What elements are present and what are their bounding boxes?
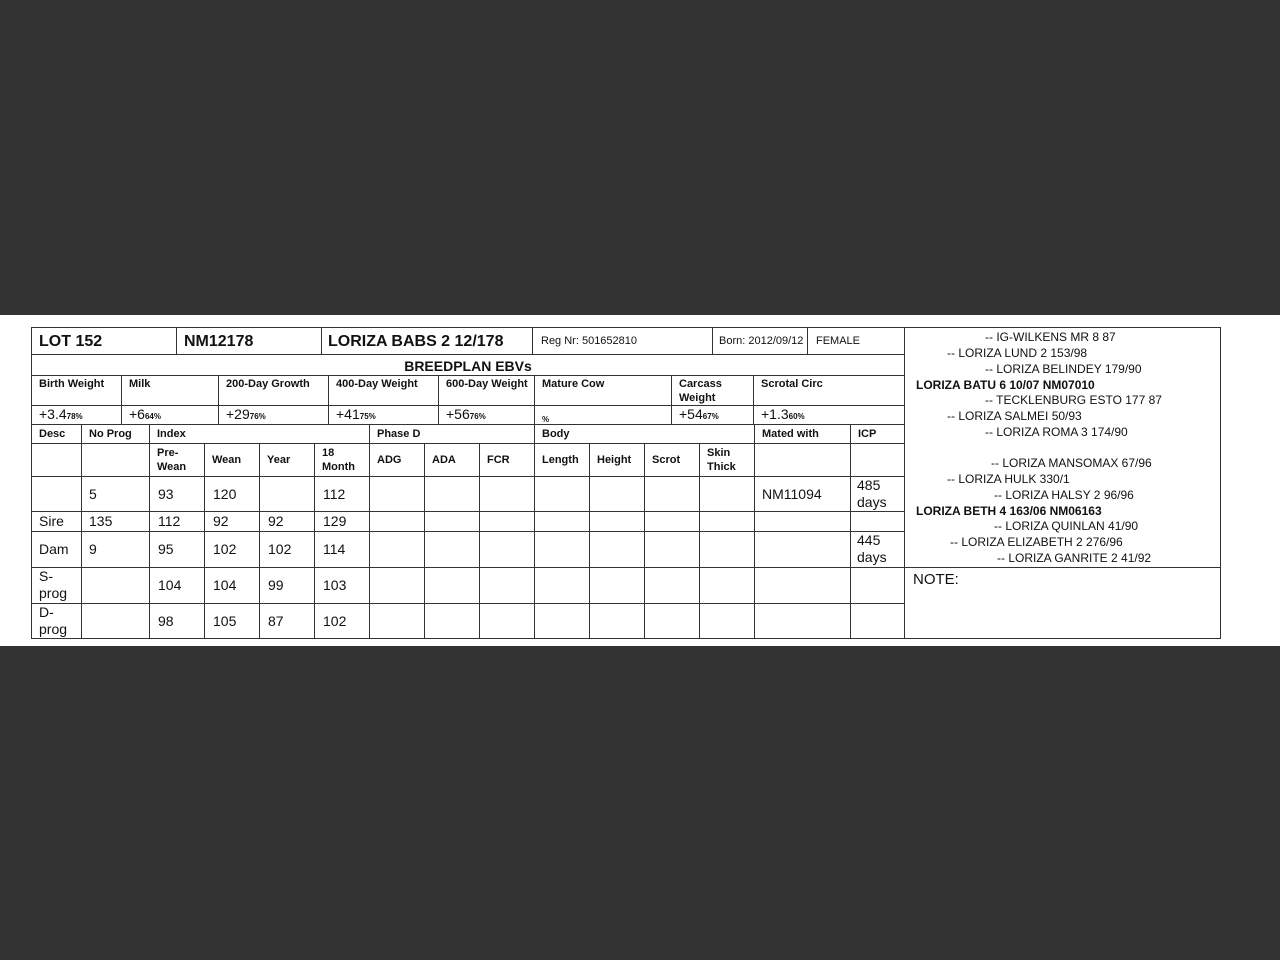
table-row-cell (850, 511, 905, 532)
ebv-accuracy: 75% (359, 412, 376, 421)
pedigree-line: -- LORIZA QUINLAN 41/90 (994, 519, 1139, 533)
ebv-accuracy: 64% (144, 412, 161, 421)
table-row-cell (424, 603, 480, 639)
perf-group-label: Body (542, 428, 570, 440)
ebv-title: BREEDPLAN EBVs (404, 358, 532, 374)
animal-name: LORIZA BABS 2 12/178 (328, 333, 504, 350)
perf-group-label: No Prog (89, 428, 132, 440)
ebv-trait-label: 600-Day Weight (446, 378, 528, 390)
row-wean: 102 (213, 541, 237, 557)
table-row-cell (699, 603, 755, 639)
ebv-accuracy: % (542, 415, 550, 424)
row-wean: 104 (213, 577, 237, 593)
animal-id: NM12178 (184, 333, 254, 350)
ebv-value (39, 407, 83, 423)
perf-sub-label: Length (542, 454, 579, 466)
table-row-cell (424, 511, 480, 532)
perf-sub-label: Skin Thick (707, 447, 736, 473)
table-row-cell (479, 567, 535, 604)
ebv-accuracy: 67% (702, 412, 719, 421)
perf-sub-icp (850, 443, 905, 477)
table-row-cell (644, 511, 700, 532)
table-row-cell (589, 567, 645, 604)
pedigree-line: -- LORIZA BELINDEY 179/90 (985, 362, 1142, 376)
pedigree-line: -- LORIZA LUND 2 153/98 (947, 346, 1088, 360)
table-row-cell (479, 476, 535, 512)
perf-group-label: ICP (858, 428, 877, 440)
table-row-cell (534, 603, 590, 639)
table-row-cell (424, 567, 480, 604)
perf-sub-label: Height (597, 454, 632, 466)
table-row-cell (424, 531, 480, 568)
row-desc: S-prog (39, 568, 68, 601)
row-year: 92 (268, 513, 284, 529)
table-row-cell (534, 531, 590, 568)
ebv-value (542, 407, 549, 423)
perf-group-label: Mated with (762, 428, 819, 440)
perf-sub-label: Pre-Wean (157, 447, 187, 473)
table-row-cell (81, 567, 150, 604)
table-row-cell (479, 531, 535, 568)
ebv-value-cell (534, 405, 672, 425)
pedigree-line: -- LORIZA MANSOMAX 67/96 (991, 456, 1152, 470)
perf-sub-label: 18 Month (322, 447, 355, 473)
perf-sub-no-prog (81, 443, 150, 477)
table-row-cell (754, 567, 851, 604)
row-pre-wean: 98 (158, 613, 174, 629)
row-desc: Sire (39, 513, 64, 529)
perf-sub-label: Scrot (652, 454, 681, 466)
table-row-cell (369, 531, 425, 568)
lot-number: LOT 152 (39, 333, 103, 350)
table-row-cell (369, 603, 425, 639)
row-18-month: 114 (323, 541, 346, 557)
table-row-cell (754, 531, 851, 568)
row-no-prog: 135 (89, 513, 113, 529)
table-row-cell (644, 531, 700, 568)
ebv-value (336, 407, 376, 423)
ebv-accuracy: 76% (249, 412, 266, 421)
perf-sub-mated-with (754, 443, 851, 477)
table-row-cell (850, 603, 905, 639)
row-year: 87 (268, 613, 284, 629)
row-year: 102 (268, 541, 292, 557)
row-18-month: 102 (323, 613, 347, 629)
table-row-cell (424, 476, 480, 512)
ebv-trait-label: Mature Cow (542, 378, 605, 390)
pedigree-dam: LORIZA BETH 4 163/06 NM06163 (916, 504, 1102, 518)
ebv-accuracy: 78% (66, 412, 83, 421)
ebv-trait-label: Milk (129, 378, 151, 390)
born-date: Born: 2012/09/12 (719, 335, 804, 347)
ebv-value (129, 407, 161, 423)
table-row-cell (644, 476, 700, 512)
perf-sub-label: FCR (487, 454, 510, 466)
table-row-cell (369, 511, 425, 532)
perf-sub-label: Year (267, 454, 291, 466)
ebv-trait-label: 200-Day Growth (226, 378, 310, 390)
perf-group-label: Desc (39, 428, 66, 440)
ebv-value (446, 407, 486, 423)
table-row-cell (369, 476, 425, 512)
row-no-prog: 9 (89, 541, 97, 557)
table-row-cell (699, 567, 755, 604)
row-18-month: 103 (323, 577, 347, 593)
row-desc: D-prog (39, 604, 68, 637)
table-row-cell (754, 603, 851, 639)
table-row-cell (754, 511, 851, 532)
pedigree-line: -- LORIZA GANRITE 2 41/92 (997, 551, 1152, 565)
ebv-trait-label: Birth Weight (39, 378, 105, 390)
note-label: NOTE: (913, 571, 959, 588)
perf-sub-label: Wean (212, 454, 242, 466)
perf-sub-desc (31, 443, 82, 477)
pedigree-line: -- LORIZA ROMA 3 174/90 (985, 425, 1128, 439)
reg-number: Reg Nr: 501652810 (541, 335, 638, 347)
table-row-cell (479, 511, 535, 532)
perf-group-label: Index (157, 428, 186, 440)
row-pre-wean: 104 (158, 577, 182, 593)
lot-card-sheet (0, 315, 1280, 646)
sex: FEMALE (816, 335, 861, 347)
table-row-cell (534, 567, 590, 604)
row-no-prog: 5 (89, 486, 97, 502)
row-mated-with: NM11094 (762, 486, 822, 502)
row-pre-wean: 93 (158, 486, 174, 502)
table-row-cell (369, 567, 425, 604)
ebv-trait-label: 400-Day Weight (336, 378, 418, 390)
row-pre-wean: 95 (158, 541, 174, 557)
ebv-value-number: +41 (336, 406, 360, 422)
perf-sub-label: ADA (432, 454, 456, 466)
ebv-value (761, 407, 805, 423)
pedigree-line: -- IG-WILKENS MR 8 87 (985, 330, 1116, 344)
row-year: 99 (268, 577, 284, 593)
pedigree-line: -- TECKLENBURG ESTO 177 87 (985, 393, 1162, 407)
table-row-cell (699, 476, 755, 512)
row-wean: 120 (213, 486, 237, 502)
table-row-cell (479, 603, 535, 639)
row-18-month: 112 (323, 486, 346, 502)
row-18-month: 129 (323, 513, 347, 529)
row-pre-wean: 112 (158, 513, 181, 529)
table-row-cell (31, 476, 82, 512)
pedigree-line: -- LORIZA SALMEI 50/93 (947, 409, 1082, 423)
pedigree-sire: LORIZA BATU 6 10/07 NM07010 (916, 378, 1095, 392)
table-row-cell (589, 603, 645, 639)
table-row-cell (699, 531, 755, 568)
table-row-cell (259, 476, 315, 512)
ebv-accuracy: 76% (469, 412, 486, 421)
pedigree-line: -- LORIZA HALSY 2 96/96 (994, 488, 1134, 502)
ebv-value-number: +3.4 (39, 406, 67, 422)
row-icp: 445 days (857, 532, 887, 565)
row-desc: Dam (39, 541, 69, 557)
table-row-cell (644, 567, 700, 604)
ebv-value-number: +29 (226, 406, 250, 422)
ebv-value-number: +1.3 (761, 406, 789, 422)
table-row-cell (534, 511, 590, 532)
table-row-cell (644, 603, 700, 639)
table-row-cell (699, 511, 755, 532)
pedigree-line: -- LORIZA HULK 330/1 (947, 472, 1070, 486)
table-row-cell (589, 476, 645, 512)
ebv-value-number: +54 (679, 406, 703, 422)
perf-sub-label: ADG (377, 454, 402, 466)
row-wean: 92 (213, 513, 229, 529)
ebv-trait-label: Carcass Weight (679, 378, 722, 404)
table-row-cell (589, 531, 645, 568)
ebv-value-number: +56 (446, 406, 470, 422)
row-icp: 485 days (857, 477, 887, 510)
ebv-value-number: +6 (129, 406, 145, 422)
perf-group-label: Phase D (377, 428, 421, 440)
ebv-value (226, 407, 266, 423)
table-row-cell (81, 603, 150, 639)
ebv-value (679, 407, 719, 423)
ebv-trait-label: Scrotal Circ (761, 378, 823, 390)
table-row-cell (589, 511, 645, 532)
row-wean: 105 (213, 613, 237, 629)
table-row-cell (850, 567, 905, 604)
pedigree-line: -- LORIZA ELIZABETH 2 276/96 (950, 535, 1123, 549)
table-row-cell (534, 476, 590, 512)
ebv-accuracy: 60% (788, 412, 805, 421)
